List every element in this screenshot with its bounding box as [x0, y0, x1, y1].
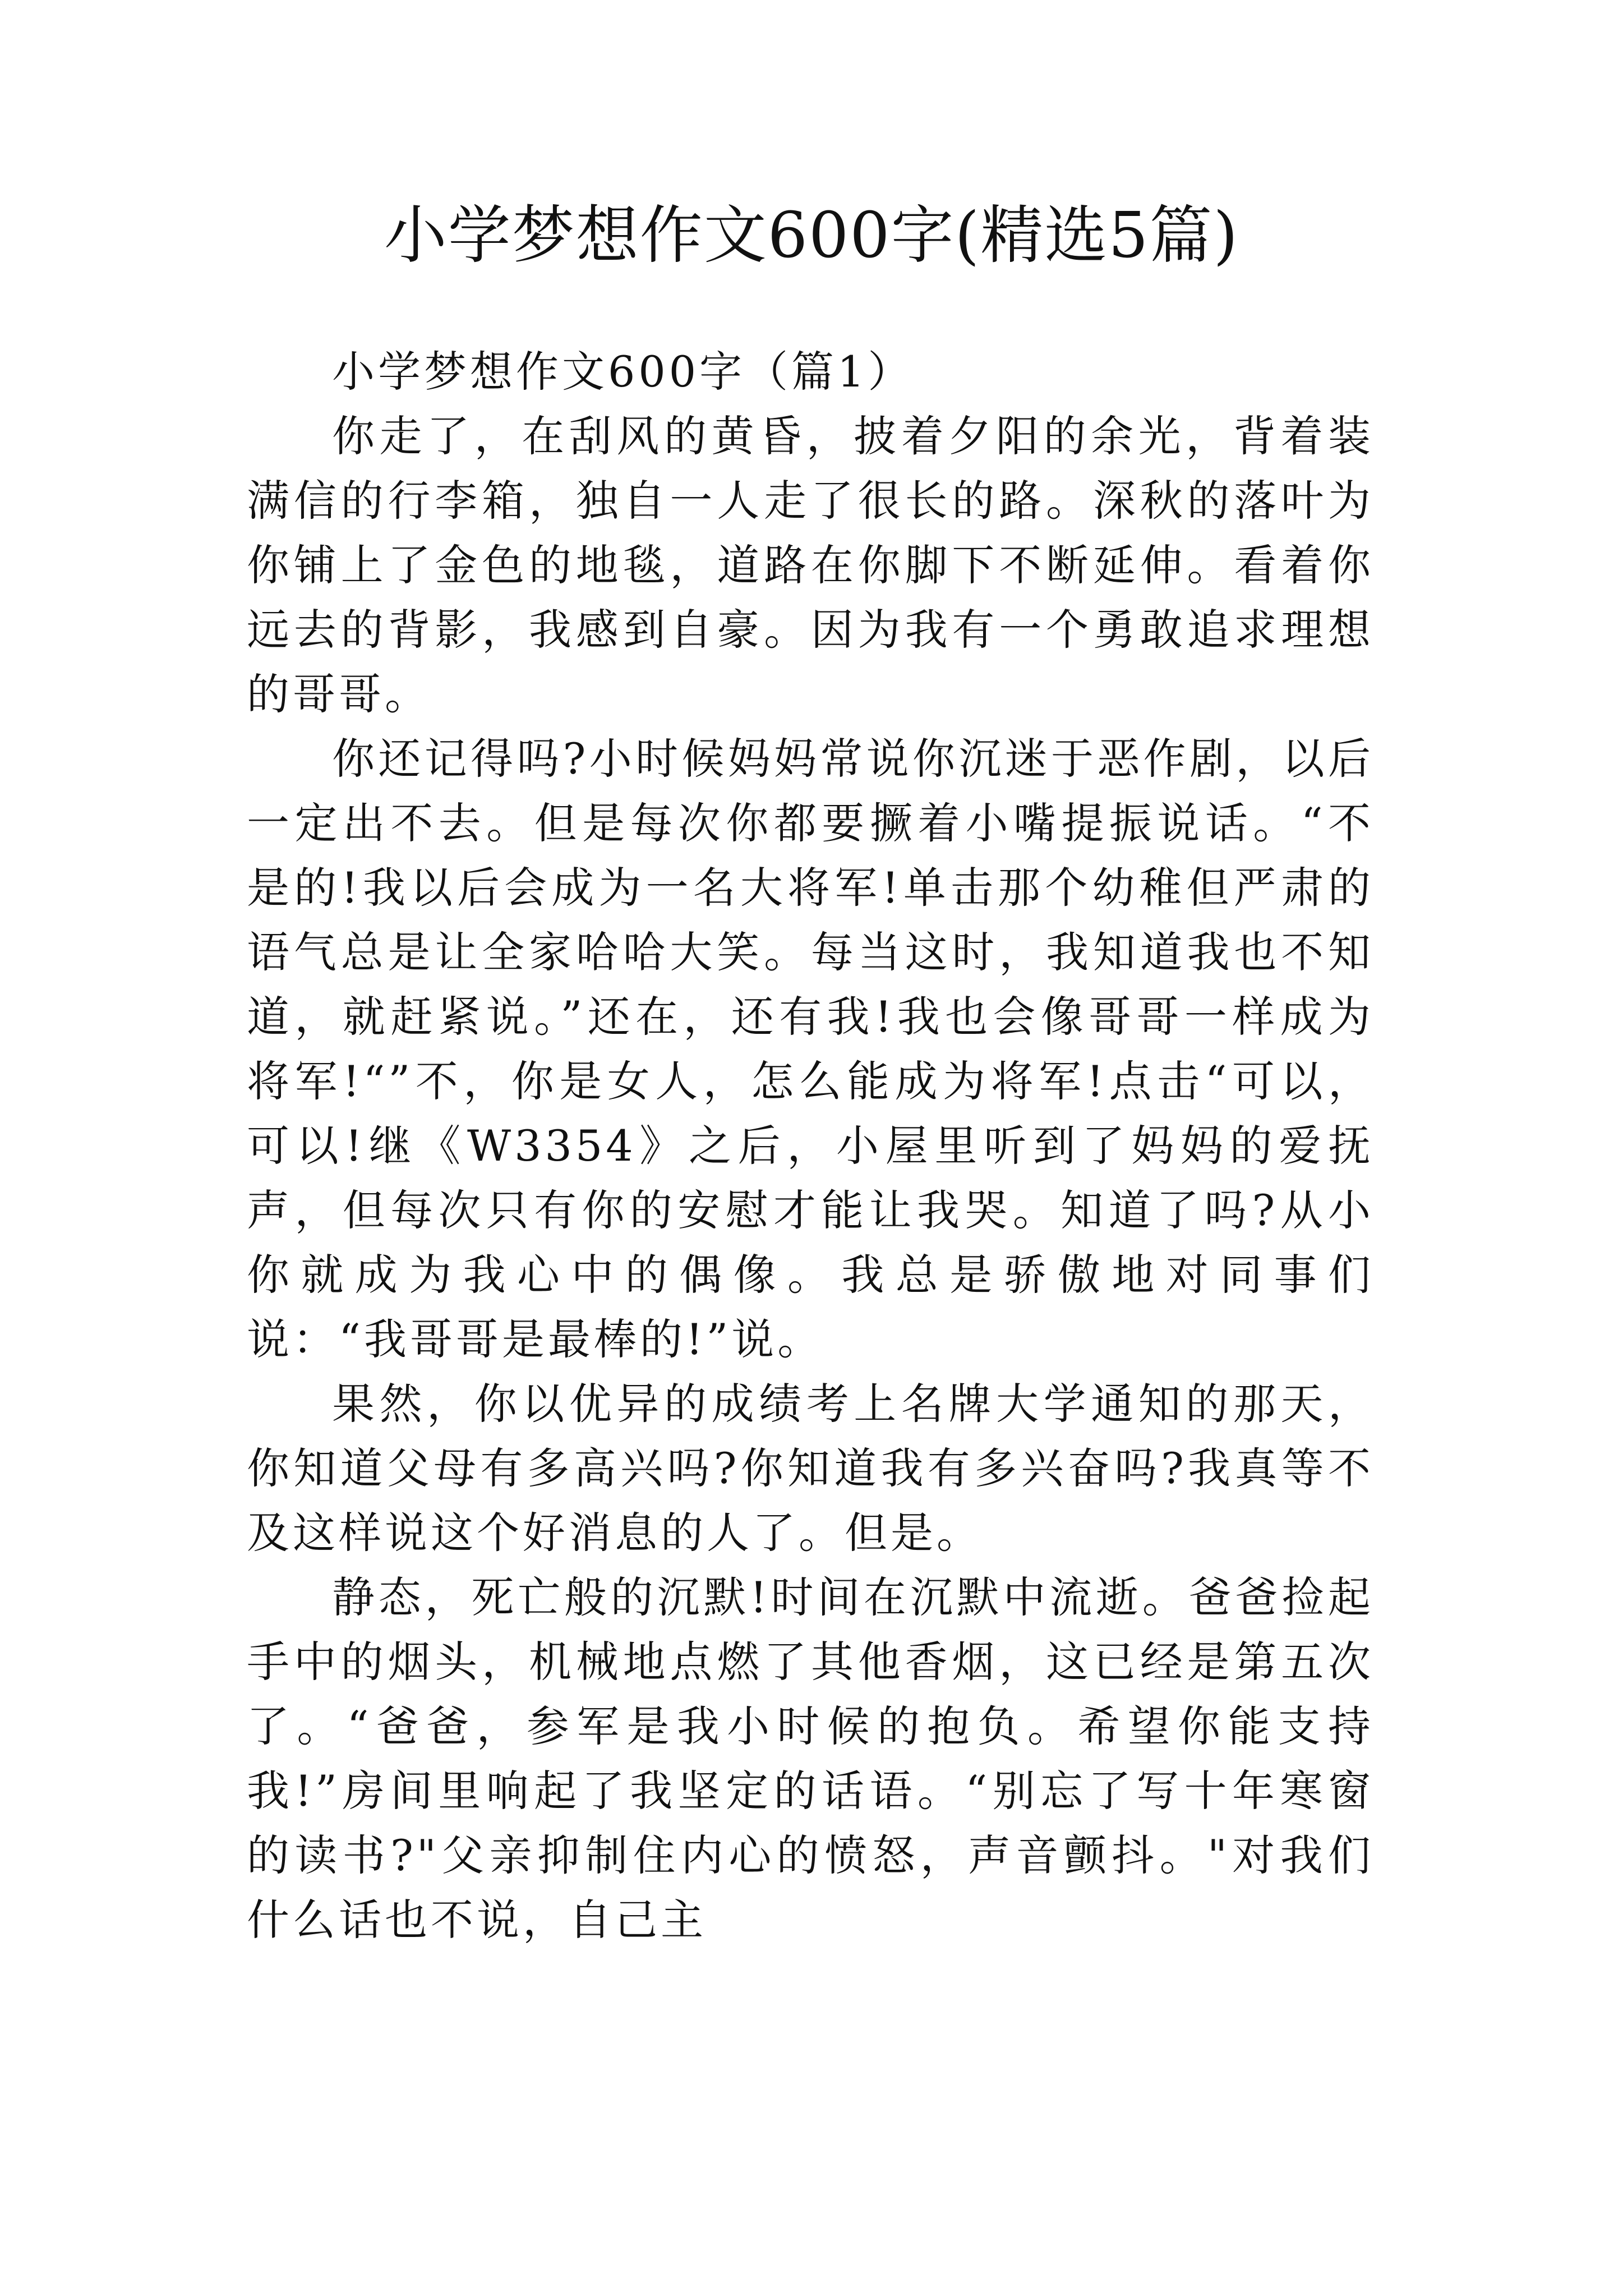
paragraph: 你还记得吗?小时候妈妈常说你沉迷于恶作剧，以后一定出不去。但是每次你都要撅着小嘴提振说话。“不是的!我以后会成为一名大将军!单击那个幼稚但严肃的语气总是让全家哈哈大笑。每当这时，我知道我也不知道，就赶紧说。”还在，还有我!我也会像哥哥一样成为将军!“”不，你是女人，怎么能成为将军!点击“可以，可以!继《W3354》之后，小屋里听到了妈妈的爱抚声，但每次只有你的安慰才能让我哭。知道了吗?从小你就成为我心中的偶像。我总是骄傲地对同事们说：“我哥哥是最棒的!”说。	[247, 734, 1374, 1364]
paragraph: 你走了，在刮风的黄昏，披着夕阳的余光，背着装满信的行李箱，独自一人走了很长的路。深秋的落叶为你铺上了金色的地毯，道路在你脚下不断延伸。看着你远去的背影，我感到自豪。因为我有一个勇敢追求理想的哥哥。	[247, 411, 1374, 719]
paragraph: 果然，你以优异的成绩考上名牌大学通知的那天，你知道父母有多高兴吗?你知道我有多兴奋吗?我真等不及这样说这个好消息的人了。但是。	[247, 1379, 1374, 1558]
paragraph: 静态，死亡般的沉默!时间在沉默中流逝。爸爸捡起手中的烟头，机械地点燃了其他香烟，这已经是第五次了。“爸爸，参军是我小时候的抱负。希望你能支持我!”房间里响起了我坚定的话语。“别忘了写十年寒窗的读书?"父亲抑制住内心的愤怒，声音颤抖。"对我们什么话也不说，自己主	[247, 1572, 1374, 1945]
document-body	[247, 339, 1374, 1952]
section-heading: 小学梦想作文600字（篇1）	[332, 347, 914, 397]
document-title: 小学梦想作文600字(精选5篇)	[384, 199, 1239, 272]
